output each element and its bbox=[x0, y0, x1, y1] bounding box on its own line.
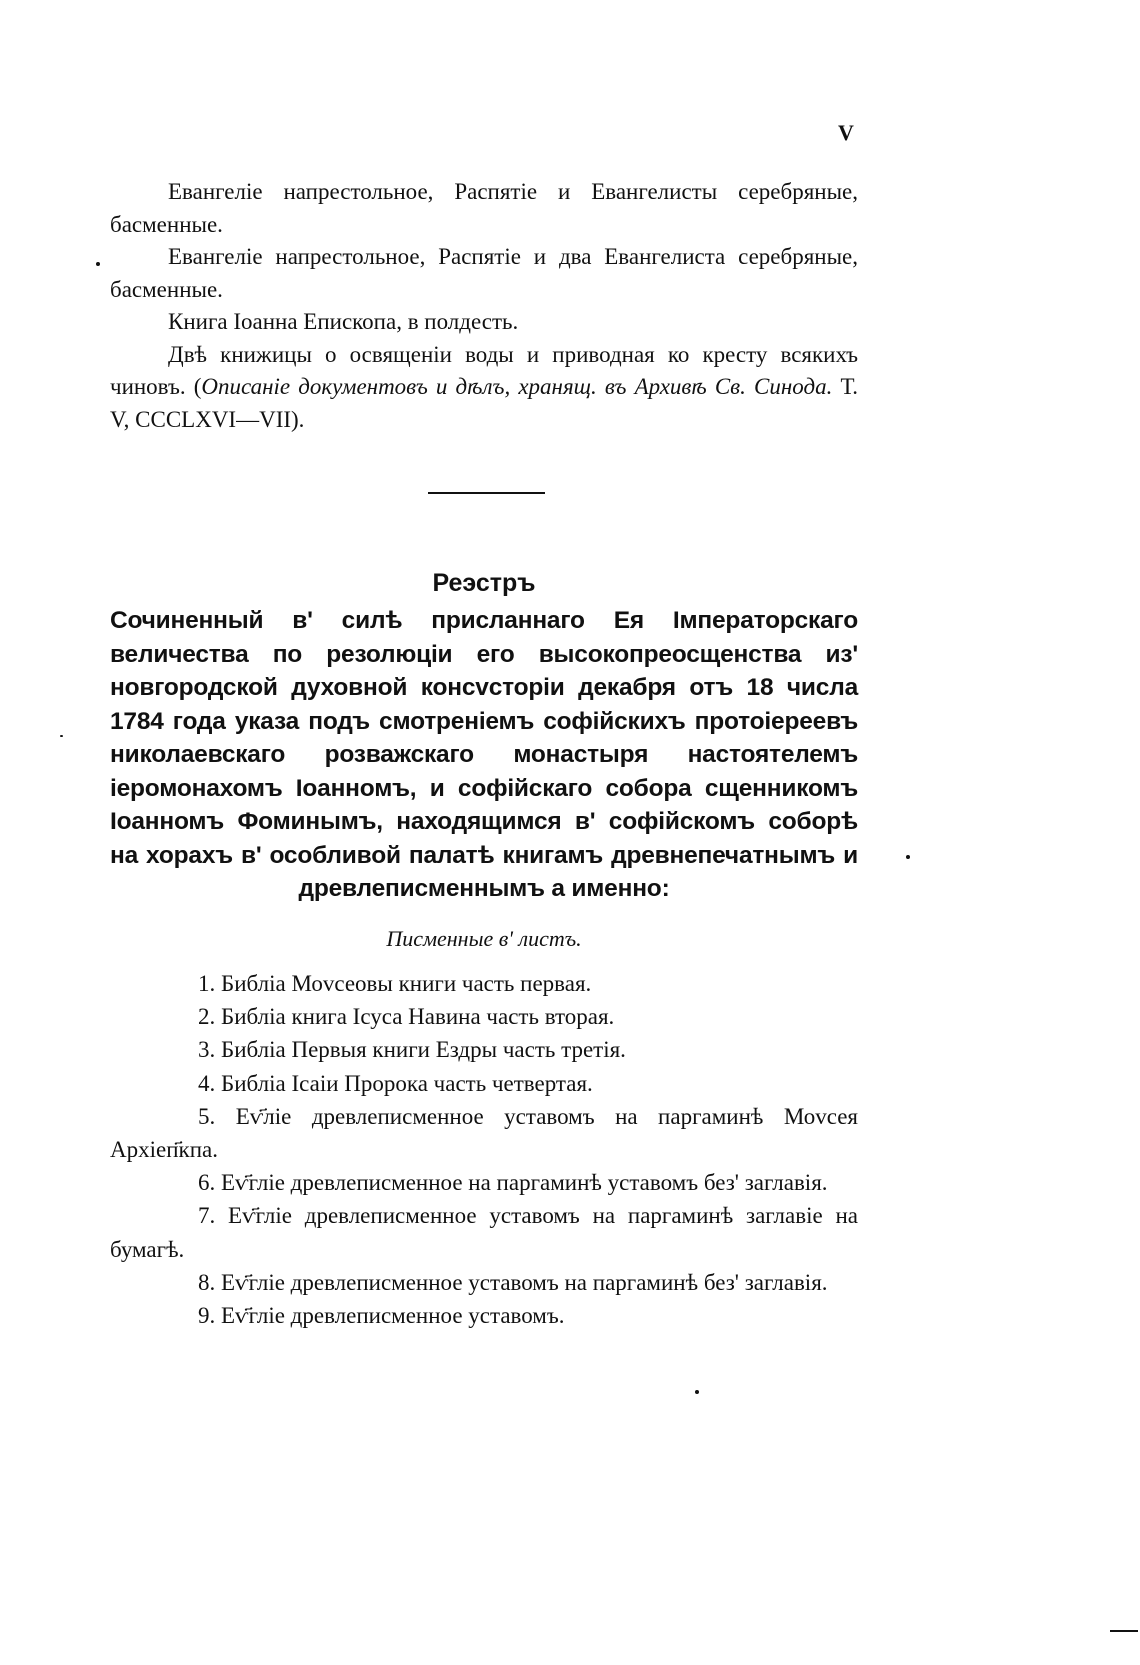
paragraph-4-text-start: Двѣ книжицы о освященіи воды и приводная ко кресту всякихъ чиновъ. ( bbox=[110, 341, 858, 399]
scan-speck bbox=[695, 1390, 699, 1394]
intro-paragraph-4 bbox=[110, 339, 858, 437]
list-item: 8. Еѵ҃гліе древлеписменное уставомъ на паргаминѣ без' заглавія. bbox=[198, 1269, 828, 1295]
intro-paragraph-1: Евангеліе напрестольное, Распятіе и Евангелисты серебряные, басменные. bbox=[110, 179, 858, 237]
section-divider bbox=[428, 492, 545, 494]
scan-speck bbox=[60, 735, 63, 737]
list-item: 6. Еѵ҃гліе древлеписменное на паргаминѣ уставомъ без' заглавія. bbox=[198, 1170, 828, 1196]
scan-speck bbox=[906, 855, 910, 859]
list-item: 7. Еѵ҃гліе древлеписменное уставомъ на паргаминѣ заглавіе на бумагѣ. bbox=[110, 1203, 858, 1262]
list-item: 3. Библіа Первыя книги Ездры часть третія. bbox=[198, 1037, 626, 1063]
list-item: 1. Библіа Моvсеовы книги часть первая. bbox=[198, 971, 592, 996]
list-item: 9. Еѵ҃гліе древлеписменное уставомъ. bbox=[198, 1303, 565, 1329]
list-item: 5. Еѵ҃ліе древлеписменное уставомъ на паргаминѣ Моvсея Архіеп҃кпа. bbox=[110, 1103, 858, 1163]
book-list bbox=[110, 967, 858, 1332]
register-description: Сочиненный в' силѣ присланнаго Ея Імператорскаго величества по резолюціи его высокопреосщенства из' новгородской духовной консvсторіи декабря отъ 18 числа 1784 года указа подъ смотреніемъ софійскихъ протоіереевъ николаевскаго розважскаго монастыря настоятелемъ іеромонахомъ Іоанномъ, и софійскаго собора сщенникомъ Іоанномъ Фоминымъ, находящимся в' софійскомъ соборѣ на хорахъ в' особливой палатѣ книгамъ древнепечатнымъ и древлеписменнымъ а именно: bbox=[110, 607, 858, 902]
register-heading bbox=[110, 566, 858, 906]
scan-speck bbox=[96, 262, 100, 266]
archive-citation: Описаніе документовъ и дѣлъ, хранящ. въ Архивѣ Св. Синода. bbox=[201, 374, 833, 399]
paragraph-4-text-end: Т. V, CCCLXVI—VII). bbox=[110, 374, 858, 432]
page-number: V bbox=[838, 120, 854, 145]
list-item: 4. Библіа Ісаіи Пророка часть четвертая. bbox=[198, 1070, 593, 1096]
intro-block bbox=[110, 176, 858, 436]
scan-speck bbox=[1110, 1630, 1138, 1632]
intro-paragraph-2: Евангеліе напрестольное, Распятіе и два Евангелиста серебряные, басменные. bbox=[110, 244, 858, 302]
intro-paragraph-3: Книга Іоанна Епископа, в полдесть. bbox=[168, 309, 519, 334]
list-subheading: Писменные в' листъ. bbox=[386, 926, 582, 951]
register-title: Реэстръ bbox=[432, 569, 536, 597]
list-item: 2. Библіа книга Ісуса Навина часть вторая. bbox=[198, 1004, 615, 1030]
